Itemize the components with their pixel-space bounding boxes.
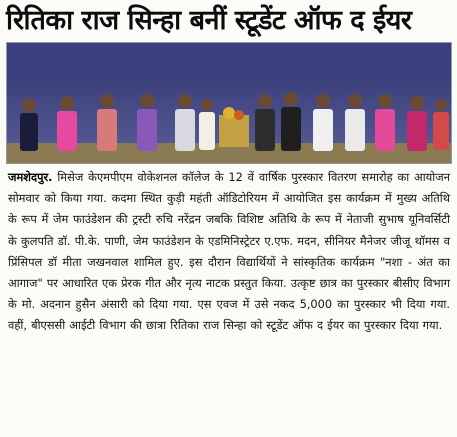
podium: [219, 115, 249, 147]
flower-decoration: [234, 110, 244, 120]
flower-decoration: [223, 107, 235, 119]
stage-banner: [7, 43, 452, 71]
person: [20, 98, 38, 151]
article-text: मिसेज केएमपीएम वोकेशनल कॉलेज के 12 वें वार्षिक पुरस्कार वितरण समारोह का आयोजन सोमवार को किया गया. कदमा स्थित कुड़ी महंती ऑडिटोरियम में आयोजित इस कार्यक्रम में मुख्य अतिथि के रूप में जेम फाउंडेशन की ट्रस्टी रुचि नरेंद्रन जबकि विशिष्ट अतिथि के रूप में नेताजी सुभाष यूनिवर्सिटी के कुलपति डॉ. पी.के. पाणी, जेम फाउंडेशन के एडमिनिस्ट्रेटर ए.एफ. मदन, सीनियर मैनेजर जीजू थॉमस व प्रिंसिपल डॉ मीता जखनवाल शामिल हुए. इस दौरान विद्यार्थियों ने सांस्कृतिक कार्यक्रम "नशा - अंत का आगाज" पर आधारित एक प्रेरक गीत और नृत्य नाटक प्रस्तुत किया. उत्कृष्ट छात्र का पुरस्कार बीसीए विभाग के मो. अदनान हुसैन अंसारी को दिया गया. एस एवज में उसे नकद 5,000 का पुरस्कार भी दिया गया. वहीं, बीएससी आईटी विभाग की छात्रा रितिका राज सिन्हा को स्टूडेंट ऑफ द ईयर का पुरस्कार दिया गया.: [8, 170, 450, 333]
group-photo-illustration: [7, 43, 452, 164]
dateline: जमशेदपुर.: [8, 170, 53, 184]
event-photo: [6, 42, 452, 164]
person: [199, 99, 215, 150]
article-body: [8, 167, 450, 337]
person: [433, 99, 449, 150]
headline: रितिका राज सिन्हा बनीं स्टूडेंट ऑफ द ईयर: [6, 5, 412, 36]
